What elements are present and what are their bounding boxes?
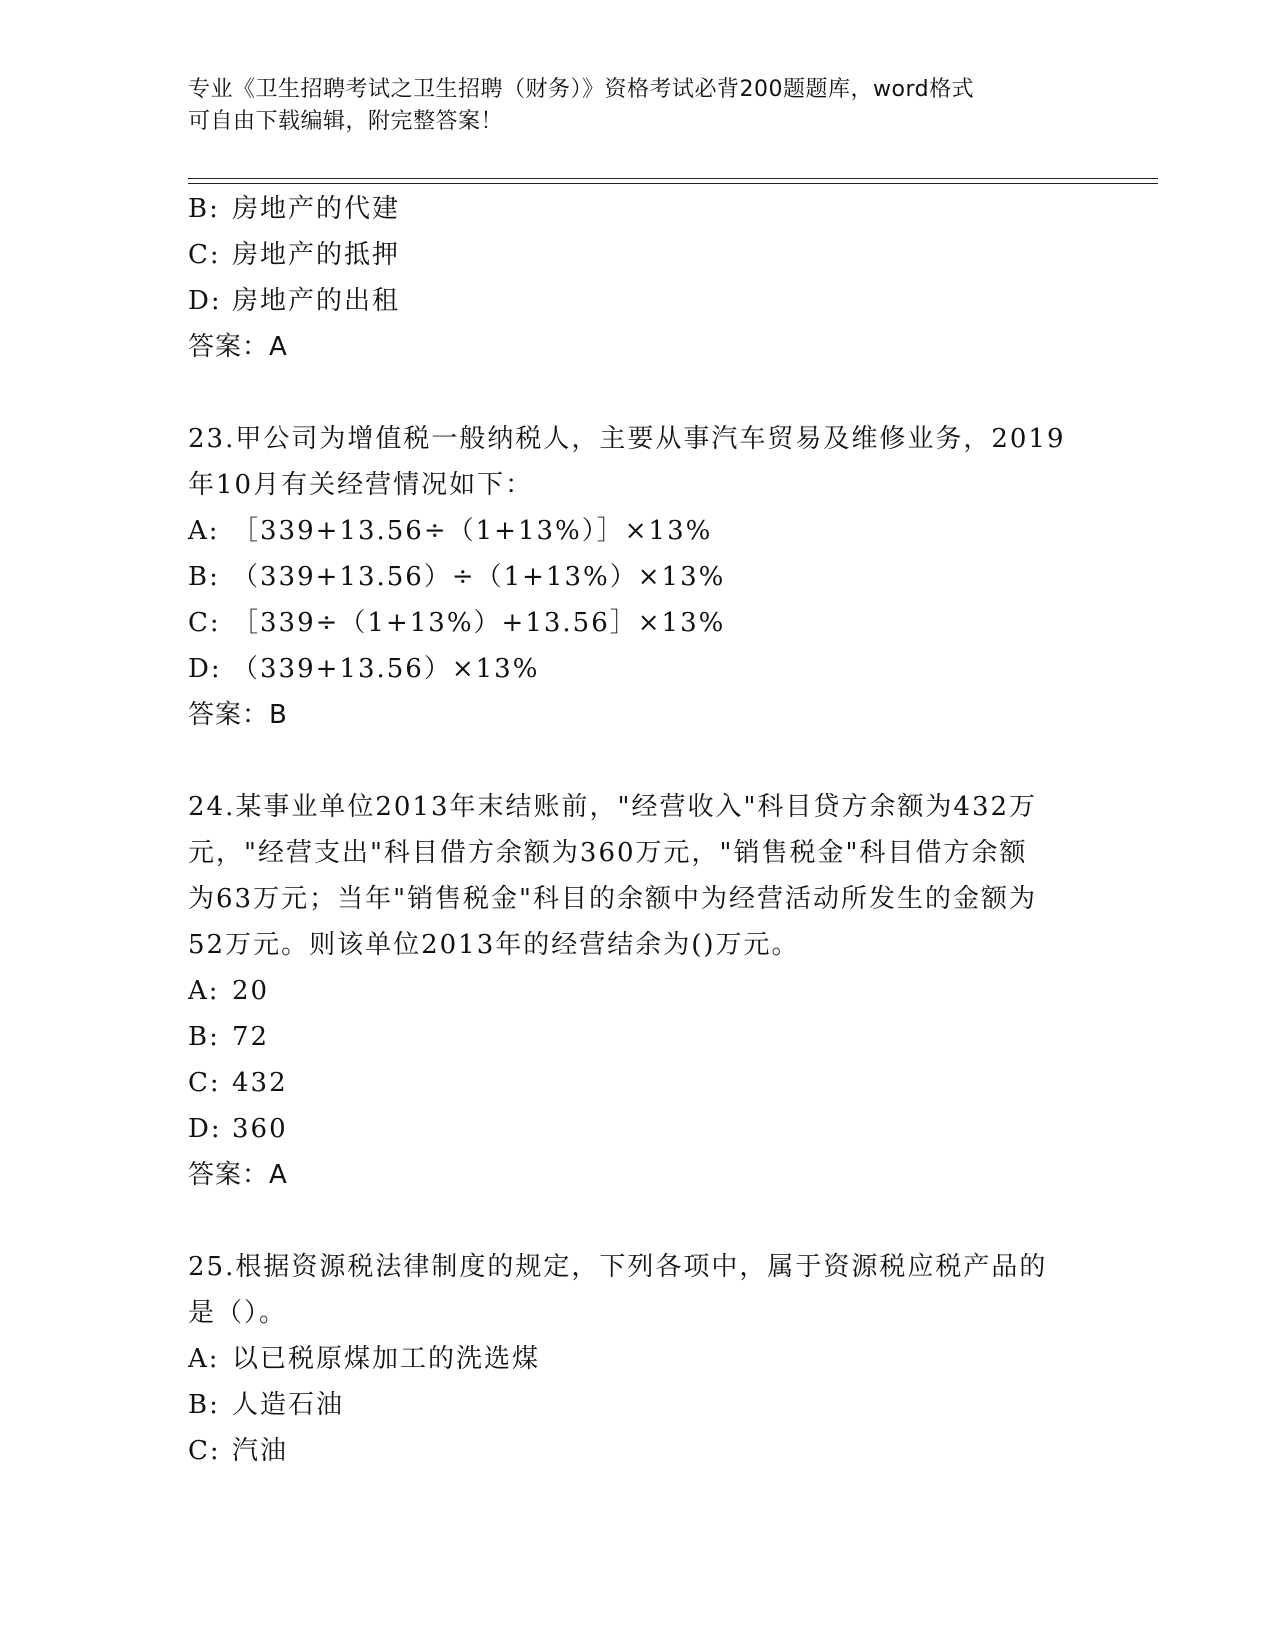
question-stem: 元，"经营支出"科目借方余额为360万元，"销售税金"科目借方余额 bbox=[188, 838, 1028, 868]
question-25 bbox=[188, 1244, 1088, 1474]
header-line-2: 可自由下载编辑，附完整答案！ bbox=[188, 109, 504, 134]
question-stem: 25.根据资源税法律制度的规定，下列各项中，属于资源税应税产品的 bbox=[188, 1252, 1048, 1282]
option-label: A: bbox=[188, 1344, 220, 1374]
header-line-1: 专业《卫生招聘考试之卫生招聘（财务）》资格考试必背200题题库，word格式 bbox=[188, 77, 975, 102]
option-d bbox=[188, 1106, 1088, 1152]
option-label: C: bbox=[188, 608, 221, 638]
answer: 答案：A bbox=[188, 1160, 288, 1190]
option-text: （339+13.56）÷（1+13%）×13% bbox=[232, 562, 726, 592]
option-b bbox=[188, 1014, 1088, 1060]
question-23 bbox=[188, 416, 1088, 738]
option-d bbox=[188, 646, 1088, 692]
option-label: A: bbox=[188, 516, 220, 546]
question-24 bbox=[188, 784, 1088, 1198]
answer: 答案：A bbox=[188, 332, 288, 362]
header-divider-bottom bbox=[188, 183, 1158, 184]
document-header bbox=[188, 74, 1088, 138]
option-label: B: bbox=[188, 194, 220, 224]
option-text: 以已税原煤加工的洗选煤 bbox=[232, 1344, 541, 1374]
option-label: D: bbox=[188, 654, 222, 684]
option-b bbox=[188, 1382, 1088, 1428]
option-text: 人造石油 bbox=[232, 1390, 345, 1420]
answer: 答案：B bbox=[188, 700, 288, 730]
option-text: 72 bbox=[232, 1022, 270, 1052]
question-22 bbox=[188, 186, 1088, 370]
spacer bbox=[188, 738, 1088, 784]
option-text: 20 bbox=[232, 976, 270, 1006]
option-text: 房地产的代建 bbox=[232, 194, 401, 224]
option-label: C: bbox=[188, 240, 221, 270]
option-label: D: bbox=[188, 286, 222, 316]
option-label: D: bbox=[188, 1114, 222, 1144]
option-text: ［339÷（1+13%）+13.56］×13% bbox=[232, 608, 726, 638]
question-stem: 52万元。则该单位2013年的经营结余为()万元。 bbox=[188, 930, 800, 960]
spacer bbox=[188, 1198, 1088, 1244]
option-c bbox=[188, 232, 1088, 278]
option-a bbox=[188, 1336, 1088, 1382]
option-a bbox=[188, 508, 1088, 554]
option-label: C: bbox=[188, 1068, 221, 1098]
question-stem: 24.某事业单位2013年末结账前，"经营收入"科目贷方余额为432万 bbox=[188, 792, 1038, 822]
option-label: C: bbox=[188, 1436, 221, 1466]
option-label: B: bbox=[188, 562, 220, 592]
option-label: B: bbox=[188, 1022, 220, 1052]
spacer bbox=[188, 370, 1088, 416]
option-text: 房地产的出租 bbox=[232, 286, 401, 316]
option-d bbox=[188, 278, 1088, 324]
option-text: ［339+13.56÷（1+13%）］×13% bbox=[232, 516, 713, 546]
option-text: 房地产的抵押 bbox=[232, 240, 401, 270]
option-a bbox=[188, 968, 1088, 1014]
option-text: 432 bbox=[232, 1068, 288, 1098]
option-label: B: bbox=[188, 1390, 220, 1420]
question-stem: 23.甲公司为增值税一般纳税人，主要从事汽车贸易及维修业务，2019 bbox=[188, 424, 1066, 454]
question-list bbox=[188, 186, 1088, 1474]
question-stem: 是（）。 bbox=[188, 1298, 288, 1328]
option-text: 汽油 bbox=[232, 1436, 289, 1466]
header-divider-top bbox=[188, 178, 1158, 179]
option-label: A: bbox=[188, 976, 220, 1006]
question-stem: 年10月有关经营情况如下： bbox=[188, 470, 534, 500]
option-b bbox=[188, 554, 1088, 600]
option-text: （339+13.56）×13% bbox=[232, 654, 540, 684]
option-text: 360 bbox=[232, 1114, 288, 1144]
question-stem: 为63万元；当年"销售税金"科目的余额中为经营活动所发生的金额为 bbox=[188, 884, 1038, 914]
option-c bbox=[188, 600, 1088, 646]
option-b bbox=[188, 186, 1088, 232]
option-c bbox=[188, 1060, 1088, 1106]
option-c bbox=[188, 1428, 1088, 1474]
